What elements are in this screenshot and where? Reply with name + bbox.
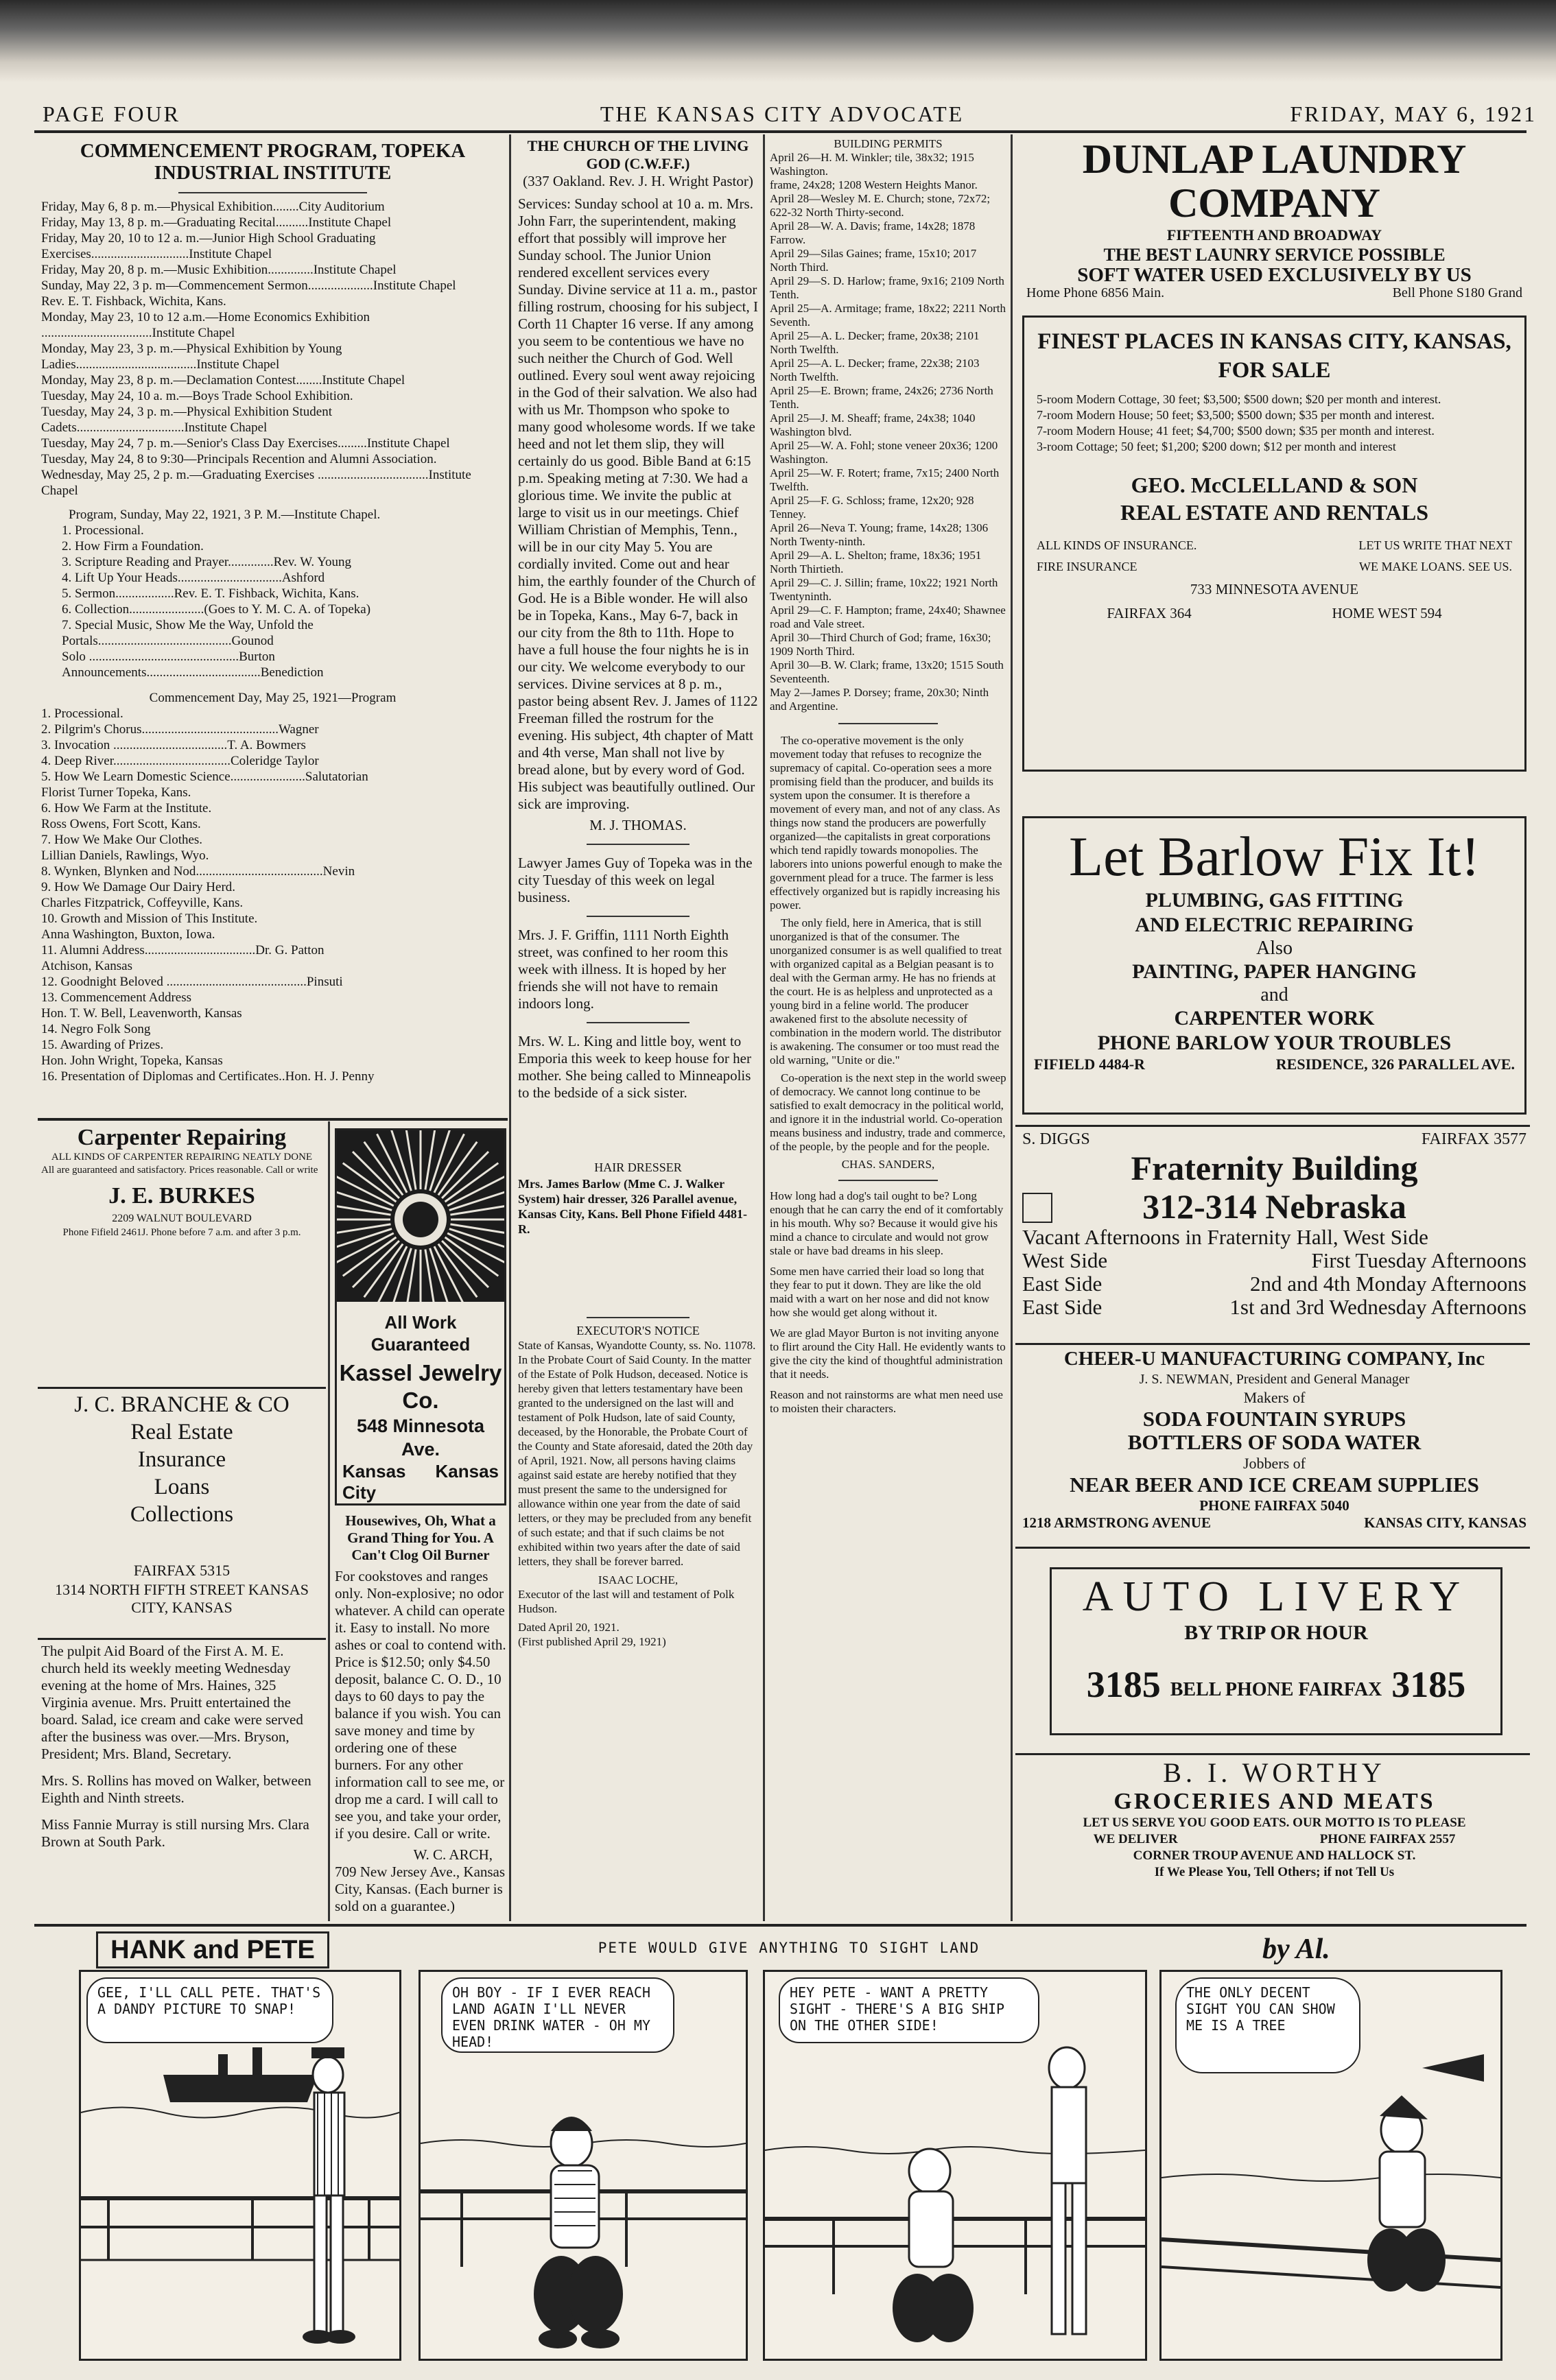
commencement-item: Atchison, Kansas — [41, 959, 132, 973]
kassel-name: Kassel Jewelry Co. — [339, 1360, 502, 1413]
burner-address: 709 New Jersey Ave., Kansas City, Kansas. (Each burner is sold on a guarantee.) — [335, 1864, 506, 1914]
mcclelland-ad — [1022, 316, 1526, 772]
fraternity-address: 312-314 Nebraska — [1142, 1187, 1406, 1226]
panel-2-art — [421, 1972, 746, 2359]
branche-name: J. C. BRANCHE & CO — [74, 1392, 290, 1417]
issue-date: FRIDAY, MAY 6, 1921 — [1290, 102, 1537, 126]
branche-ad — [41, 1391, 322, 1556]
cooperative-paragraph: The only field, here in America, that is still unorganized is that of the consumer. The unorganized consumer is as well qualified to treat with organized capital as a Belgian peasant is to deal with the German army. He has no friends at the court. He is as helpless and unprotected as a young bird in a feline world. The producer awakened first to the absolute necessity of combination in the modern world. The distributor is awakening. The consumer or too must read the old warning, "Unite or die." — [770, 916, 1002, 1067]
barlow-line: PLUMBING, GAS FITTING — [1145, 889, 1404, 912]
property-listing: 7-room Modern House; 50 feet; $3,500; $500 down; $35 per month and interest. — [1037, 408, 1435, 422]
worthy-deliver-right: PHONE FAIRFAX 2557 — [1319, 1832, 1456, 1846]
church-column — [518, 137, 758, 1139]
barlow-line: PHONE BARLOW YOUR TROUBLES — [1097, 1032, 1452, 1054]
panel-4-art — [1162, 1972, 1500, 2359]
cheeru-jobbers: Jobbers of — [1242, 1455, 1306, 1472]
mcclelland-right2: WE MAKE LOANS. SEE US. — [1359, 560, 1512, 573]
comic-header — [41, 1929, 1526, 1970]
worthy-motto: LET US SERVE YOU GOOD EATS. OUR MOTTO IS TO PLEASE — [1083, 1816, 1466, 1830]
livery-number-right: 3185 — [1391, 1664, 1466, 1705]
rollins-note: Mrs. S. Rollins has moved on Walker, between Eighth and Ninth streets. — [41, 1772, 311, 1806]
schedule-item: Tuesday, May 24, 3 p. m.—Physical Exhibition Student Cadets.................................Institute Chapel — [41, 405, 332, 435]
church-signature: M. J. THOMAS. — [589, 817, 687, 833]
comic-byline: by Al. — [1262, 1933, 1330, 1965]
commencement-item: 12. Goodnight Beloved ...........................................Pinsuti — [41, 975, 343, 989]
checkbox-square — [1022, 1193, 1052, 1223]
commencement-item: 6. How We Farm at the Institute. — [41, 801, 212, 816]
cooperative-paragraph: The co-operative movement is the only movement today that refuses to recognize the supremacy of capital. Co-operation sees a more promising field than the producer, and builds its system upon the consumer. It is therefore a movement of every man, and not of any class. As things now stand the producers are powerfully organized—the capitalists in great corporations which tend rapidly towards monopolies. The laborers into unions powerful enough to make the government plead for a truce. The farmer is less effectively organized but is rapidly increasing his power. — [770, 734, 1002, 912]
cheeru-ad — [1022, 1347, 1526, 1543]
mcclelland-right1: LET US WRITE THAT NEXT — [1358, 538, 1512, 552]
cheeru-line3: NEAR BEER AND ICE CREAM SUPPLIES — [1070, 1473, 1479, 1497]
dunlap-phone-right: Bell Phone S180 Grand — [1392, 285, 1522, 300]
carpenter-name: J. E. BURKES — [108, 1183, 255, 1209]
murray-note: Miss Fannie Murray is still nursing Mrs. Clara Brown at South Park. — [41, 1816, 309, 1850]
column-divider — [328, 1121, 330, 1921]
local-news-left — [41, 1643, 322, 1917]
fraternity-top — [1022, 1130, 1526, 1149]
local-note-king: Mrs. W. L. King and little boy, went to Emporia this week to keep house for her mother. She being called to Minneapolis to the bedside of a sick sister. — [518, 1033, 751, 1101]
branche-service: Loans — [154, 1475, 210, 1499]
church-title: THE CHURCH OF THE LIVING GOD (C.W.F.F.) — [527, 137, 749, 172]
fraternity-title: Fraternity Building — [1131, 1149, 1418, 1187]
fraternity-es1-right: 2nd and 4th Monday Afternoons — [1250, 1272, 1526, 1296]
section-rule — [587, 844, 689, 845]
fraternity-ad — [1022, 1130, 1526, 1340]
property-listing: 3-room Cottage; 50 feet; $1,200; $200 down; $12 per month and interest — [1037, 440, 1396, 453]
commencement-item: Hon. T. W. Bell, Leavenworth, Kansas — [41, 1006, 242, 1021]
cheeru-addr-left: 1218 ARMSTRONG AVENUE — [1022, 1514, 1211, 1531]
mayor-note: We are glad Mayor Burton is not inviting anyone to flirt around the City Hall. He evidently wants to give the city the kind of thoughtful administration that it needs. — [770, 1326, 1006, 1381]
permit-entry: frame, 24x28; 1208 Western Heights Manor. — [770, 178, 978, 191]
commencement-item: 11. Alumni Address..................................Dr. G. Patton — [41, 943, 325, 957]
permit-entry: April 28—W. A. Davis; frame, 14x28; 1878 Farrow. — [770, 219, 976, 246]
mcclelland-row1 — [1037, 538, 1512, 553]
hair-title: HAIR DRESSER — [594, 1161, 682, 1174]
fraternity-es2-right: 1st and 3rd Wednesday Afternoons — [1229, 1295, 1526, 1319]
schedule-item: Tuesday, May 24, 7 p. m.—Senior's Class Day Exercises.........Institute Chapel — [41, 436, 450, 451]
local-note-griffin: Mrs. J. F. Griffin, 1111 North Eighth street, was confined to her room this week with illness. It is hoped by her friends she will not have to remain indoors long. — [518, 927, 729, 1012]
permits-list — [770, 151, 1006, 713]
dunlap-name1: DUNLAP LAUNDRY — [1082, 137, 1467, 182]
burner-body: For cookstoves and ranges only. Non-explosive; no odor whatever. A child can operate it. Easy to install. No more ashes or coal to contend with. Price is $12.50; only $4.50 deposit, balance C. O. D., 10 days to 60 days to pay the balance if you wish. You can save money and time by ordering one of these burners. For any other information call to see me, or drop me a card. I will call to see you, and take your order, if you desire. Call or write. — [335, 1568, 506, 1842]
schedule-item: Tuesday, May 24, 8 to 9:30—Principals Recention and Alumni Association. — [41, 452, 437, 466]
property-listing: 5-room Modern Cottage, 30 feet; $3,500; $500 down; $20 per month and interest. — [1037, 392, 1441, 406]
kassel-city-left: Kansas City — [342, 1461, 406, 1503]
section-rule — [587, 916, 689, 917]
barlow-phone-left: FIFIELD 4484-R — [1034, 1056, 1145, 1073]
carpenter-ad — [41, 1125, 322, 1385]
sunburst-illustration — [337, 1130, 504, 1302]
worthy-deliver-left: WE DELIVER — [1093, 1832, 1178, 1846]
cooperative-signature: CHAS. SANDERS, — [841, 1158, 935, 1171]
commencement-schedule — [41, 199, 504, 499]
commencement-day-items — [41, 706, 504, 1084]
mcclelland-name: GEO. McCLELLAND & SON — [1131, 473, 1418, 497]
men-load-note: Some men have carried their load so long that they fear to put it down. They are like the old maid with a wart on her nose and did not know how she would get along without it. — [770, 1265, 990, 1319]
section-rule — [178, 192, 367, 193]
dunlap-slogan2: SOFT WATER USED EXCLUSIVELY BY US — [1077, 264, 1472, 286]
local-note-guy: Lawyer James Guy of Topeka was in the city Tuesday of this week on legal business. — [518, 855, 753, 905]
permit-entry: May 2—James P. Dorsey; frame, 20x30; Ninth and Argentine. — [770, 686, 989, 713]
scan-edge-shadow — [0, 0, 1556, 82]
speech-bubble-4: THE ONLY DECENT SIGHT YOU CAN SHOW ME IS A TREE — [1175, 1977, 1360, 2073]
fraternity-left: S. DIGGS — [1022, 1130, 1090, 1148]
carpenter-line2: All are guaranteed and satisfactory. Prices reasonable. Call or write — [41, 1165, 318, 1176]
schedule-item: Friday, May 20, 8 p. m.—Music Exhibition..............Institute Chapel — [41, 263, 397, 277]
column-divider — [509, 134, 511, 1921]
sunday-program-item: Announcements...................................Benediction — [62, 665, 324, 680]
barlow-ad — [1022, 816, 1526, 1115]
commencement-program — [41, 137, 504, 1111]
church-address: (337 Oakland. Rev. J. H. Wright Pastor) — [523, 173, 753, 189]
property-listing: 7-room Modern House; 41 feet; $4,700; $500 down; $35 per month and interest. — [1037, 424, 1435, 438]
sunday-program-heading: Program, Sunday, May 22, 1921, 3 P. M.—Institute Chapel. — [69, 508, 381, 522]
commencement-day-heading: Commencement Day, May 25, 1921—Program — [149, 691, 397, 705]
fraternity-vacant: Vacant Afternoons in Fraternity Hall, West Side — [1022, 1225, 1428, 1249]
mcclelland-left2: FIRE INSURANCE — [1037, 560, 1137, 573]
commencement-item: 9. How We Damage Our Dairy Herd. — [41, 880, 236, 894]
sunday-program-item: Solo ..............................................Burton — [62, 650, 275, 664]
comic-top-rule — [34, 1924, 1526, 1927]
church-body: Services: Sunday school at 10 a. m. Mrs. John Farr, the superintendent, making effort that possibly will improve her Sunday school. The Junior Union rendered excellent services every Sunday. Divine service at 11 a. m., pastor filling rostrum, choosing for his subject, I Corth 11 Chapter 16 verse. If any among you seem to be contentious we have no such neither the Church of God. Well outlined. Every soul went away rejoicing in the God of their salvation. We also had with us Mr. Thompson who spoke to many good wholesome words. If we take heed and not let them slip, they will certainly do us good. Bible Band at 6:15 p.m. Speaking meting at 7:30. We had a glorious time. We invite the public at large to visit us in our meetings. Chief William Christian of Memphis, Tenn., will be in our city May 5. You are cordially invited. Come out and hear him, the earthly founder of the Church of God. He is a Bible wonder. He will also be in Topeka, Kans., May 6-7, back in our city from the 8th to 11th. Hope to have a full house the four nights he is in our city. We welcome everybody to our services. Divine services at 8 p. m., pastor being absent Rev. J. James of 1122 Freeman filled the rostrum for the evening. His subject, 4th chapter of Matt and 4th verse, Man shall not live by bread alone, but by every word of God. His subject was beautifully outlined. Our sick are improving. — [518, 195, 758, 812]
branche-service: Insurance — [137, 1447, 226, 1472]
comic-panel-2 — [419, 1970, 748, 2361]
kassel-address: 548 Minnesota Ave. — [356, 1416, 485, 1460]
sunday-program-item: 7. Special Music, Show Me the Way, Unfold the Portals.........................................Gounod — [62, 618, 314, 648]
dunlap-slogan1: THE BEST LAUNRY SERVICE POSSIBLE — [1103, 245, 1446, 265]
carpenter-address: 2209 WALNUT BOULEVARD — [112, 1213, 252, 1224]
worthy-name: B. I. WORTHY — [1163, 1757, 1386, 1788]
section-rule — [1015, 1547, 1530, 1549]
panel-3-art — [765, 1972, 1145, 2359]
mcclelland-address: 733 MINNESOTA AVENUE — [1190, 581, 1359, 597]
reason-note: Reason and not rainstorms are what men need use to moisten their characters. — [770, 1388, 1003, 1415]
fraternity-row-west — [1022, 1249, 1526, 1272]
column-divider — [763, 134, 765, 1921]
barlow-line: and — [1260, 984, 1288, 1005]
fraternity-right: FAIRFAX 3577 — [1421, 1130, 1526, 1148]
executor-dated: Dated April 20, 1921. — [518, 1621, 620, 1634]
dog-tail-note: How long had a dog's tail ought to be? Long enough that he can carry the end of it comfortably in his mouth. Why so? Because it would give his mind a chance to circulate and would not grow stale or have bad dreams in his sleep. — [770, 1189, 1004, 1257]
livery-number-left: 3185 — [1086, 1664, 1161, 1705]
sunday-program-item: 5. Sermon..................Rev. E. T. Fishback, Wichita, Kans. — [62, 586, 359, 601]
permit-entry: April 25—F. G. Schloss; frame, 12x20; 928 Tenney. — [770, 494, 974, 521]
mcclelland-title: FINEST PLACES IN KANSAS CITY, KANSAS, FOR SALE — [1037, 329, 1511, 383]
carpenter-title: Carpenter Repairing — [77, 1125, 287, 1150]
worthy-ad — [1022, 1757, 1526, 1920]
section-rule — [587, 1022, 689, 1023]
commencement-item: Lillian Daniels, Rawlings, Wyo. — [41, 848, 209, 863]
comic-title: HANK and PETE — [96, 1931, 329, 1968]
barlow-headline: Let Barlow Fix It! — [1069, 825, 1480, 888]
section-rule — [1015, 1753, 1530, 1755]
speech-bubble-3: HEY PETE - WANT A PRETTY SIGHT - THERE'S A BIG SHIP ON THE OTHER SIDE! — [779, 1977, 1039, 2043]
cooperative-article — [770, 734, 1006, 1154]
sunday-program-items — [41, 523, 504, 680]
burner-title: Housewives, Oh, What a Grand Thing for You. A Can't Clog Oil Burner — [345, 1512, 496, 1563]
livery-phone-row — [1052, 1665, 1500, 1704]
section-rule — [587, 1317, 689, 1318]
oil-burner-ad — [335, 1512, 506, 1920]
permit-entry: April 25—A. L. Decker; frame, 20x38; 2101 North Twelfth. — [770, 329, 980, 356]
fraternity-es2-left: East Side — [1022, 1295, 1103, 1319]
permit-entry: April 25—J. M. Sheaff; frame, 24x38; 1040 Washington blvd. — [770, 412, 976, 438]
column-divider — [1011, 134, 1013, 1921]
commencement-item: 16. Presentation of Diplomas and Certificates..Hon. H. J. Penny — [41, 1069, 375, 1084]
executor-signature: ISAAC LOCHE, — [598, 1573, 679, 1586]
cheeru-address — [1022, 1514, 1526, 1532]
cheeru-addr-right: KANSAS CITY, KANSAS — [1364, 1514, 1526, 1531]
executor-published: (First published April 29, 1921) — [518, 1635, 666, 1648]
kassel-guarantee: All Work Guaranteed — [370, 1312, 471, 1355]
permit-entry: April 25—A. L. Decker; frame, 22x38; 2103 North Twelfth. — [770, 357, 980, 383]
kassel-city — [337, 1461, 504, 1503]
permits-column — [770, 137, 1006, 1920]
fraternity-address-row — [1022, 1187, 1526, 1226]
mcclelland-left1: ALL KINDS OF INSURANCE. — [1037, 538, 1197, 552]
permit-entry: April 29—Silas Gaines; frame, 15x10; 2017 North Third. — [770, 247, 977, 274]
barlow-phones — [1034, 1056, 1515, 1073]
commencement-item: 3. Invocation ...................................T. A. Bowmers — [41, 738, 306, 752]
cooperative-paragraph: Co-operation is the next step in the world sweep of democracy. We cannot long continue to be satisfied to exalt democracy in the political world, and ignore it in the industrial world. Co-operation means business and industry, trade and commerce, of the people, by the people and for the people. — [770, 1071, 1006, 1153]
schedule-item: Monday, May 23, 8 p. m.—Declamation Contest........Institute Chapel — [41, 373, 405, 388]
fraternity-ws-left: West Side — [1022, 1248, 1108, 1272]
schedule-item: Sunday, May 22, 3 p. m—Commencement Sermon....................Institute Chapel — [41, 278, 456, 293]
cheeru-line2: BOTTLERS OF SODA WATER — [1127, 1430, 1422, 1454]
branche-service: Real Estate — [130, 1420, 233, 1444]
schedule-item: Rev. E. T. Fishback, Wichita, Kans. — [41, 294, 226, 309]
fraternity-row-east2 — [1022, 1296, 1526, 1319]
mcclelland-row2 — [1037, 560, 1512, 574]
sunday-program-item: 3. Scripture Reading and Prayer..............Rev. W. Young — [62, 555, 352, 569]
sunday-program-item: 2. How Firm a Foundation. — [62, 539, 204, 554]
fraternity-es1-left: East Side — [1022, 1272, 1103, 1296]
mcclelland-phone-right: HOME WEST 594 — [1332, 605, 1442, 621]
branche-address: 1314 NORTH FIFTH STREET KANSAS CITY, KANSAS — [55, 1581, 309, 1616]
commencement-item: 8. Wynken, Blynken and Nod.......................................Nevin — [41, 864, 355, 879]
hair-dresser-notice — [518, 1159, 758, 1310]
comic-panel-1 — [79, 1970, 401, 2361]
cheeru-phone: PHONE FAIRFAX 5040 — [1199, 1497, 1349, 1514]
section-rule — [838, 723, 938, 724]
section-rule — [38, 1118, 508, 1121]
schedule-item: Friday, May 6, 8 p. m.—Physical Exhibition........City Auditorium — [41, 200, 385, 214]
commencement-title: COMMENCEMENT PROGRAM, TOPEKA INDUSTRIAL INSTITUTE — [80, 140, 466, 184]
permit-entry: April 25—E. Brown; frame, 24x26; 2736 North Tenth. — [770, 384, 993, 411]
barlow-line: CARPENTER WORK — [1174, 1007, 1375, 1030]
speech-bubble-2: OH BOY - IF I EVER REACH LAND AGAIN I'LL NEVER EVEN DRINK WATER - OH MY HEAD! — [441, 1977, 674, 2053]
livery-phone: BELL PHONE FAIRFAX — [1170, 1679, 1382, 1700]
livery-title: AUTO LIVERY — [1082, 1573, 1470, 1620]
branche-phone: FAIRFAX 5315 — [133, 1562, 231, 1579]
kassel-city-right: Kansas — [435, 1461, 499, 1481]
worthy-please: If We Please You, Tell Others; if not Tell Us — [1154, 1865, 1395, 1879]
commencement-item: 4. Deep River....................................Coleridge Taylor — [41, 754, 319, 768]
cheeru-manager: J. S. NEWMAN, President and General Manager — [1139, 1372, 1410, 1387]
masthead-rule — [34, 130, 1526, 133]
executor-role: Executor of the last will and testament of Polk Hudson. — [518, 1588, 735, 1615]
carpenter-phone: Phone Fifield 2461J. Phone before 7 a.m. and after 3 p.m. — [62, 1227, 301, 1238]
commencement-item: Florist Turner Topeka, Kans. — [41, 785, 191, 800]
branche-service: Collections — [130, 1502, 234, 1527]
executor-body: State of Kansas, Wyandotte County, ss. No. 11078. In the Probate Court of Said County. In the matter of the Estate of Polk Hudson, deceased. Notice is hereby given that letters testamentary have been granted to the undersigned on the last will and testament of Polk Hudson, late of said County, deceased, by the Honorable, the Probate Court of the County and State aforesaid, dated the 20th day of April, 1921. Now, all persons having claims against said estate are hereby notified that they must present the same to the undersigned for allowance within one year from the date of said letters, or they may be precluded from any benefit of such estate; and that if such claims be not exhibited within two years after the date of said letters, they shall be forever barred. — [518, 1339, 756, 1568]
schedule-item: Wednesday, May 25, 2 p. m.—Graduating Exercises ..................................Institute Chapel — [41, 468, 471, 498]
executor-notice — [518, 1317, 758, 1920]
permit-entry: April 29—A. L. Shelton; frame, 18x36; 1951 North Thirtieth. — [770, 549, 982, 575]
worthy-corner: CORNER TROUP AVENUE AND HALLOCK ST. — [1133, 1848, 1416, 1863]
fraternity-ws-right: First Tuesday Afternoons — [1311, 1248, 1526, 1272]
barlow-line: Also — [1256, 938, 1293, 959]
section-rule — [38, 1638, 326, 1640]
comic-subtitle: PETE WOULD GIVE ANYTHING TO SIGHT LAND — [598, 1940, 980, 1956]
panel-1-art — [81, 1972, 399, 2359]
dunlap-phones — [1022, 285, 1526, 301]
kassel-ad — [335, 1128, 506, 1506]
cheeru-name: CHEER-U MANUFACTURING COMPANY, Inc — [1063, 1348, 1485, 1370]
permit-entry: April 25—W. A. Fohl; stone veneer 20x36; 1200 Washington. — [770, 439, 998, 466]
schedule-item: Friday, May 13, 8 p. m.—Graduating Recital..........Institute Chapel — [41, 215, 392, 230]
permit-entry: April 29—S. D. Harlow; frame, 9x16; 2109 North Tenth. — [770, 274, 1004, 301]
commencement-item: 7. How We Make Our Clothes. — [41, 833, 203, 847]
mcclelland-phone-left: FAIRFAX 364 — [1107, 605, 1192, 621]
dunlap-phone-left: Home Phone 6856 Main. — [1026, 285, 1165, 300]
speech-bubble-1: GEE, I'LL CALL PETE. THAT'S A DANDY PICTURE TO SNAP! — [86, 1977, 333, 2043]
commencement-item: 1. Processional. — [41, 706, 123, 721]
branche-contact — [41, 1560, 322, 1636]
permit-entry: April 29—C. J. Sillin; frame, 10x22; 1921 North Twentyninth. — [770, 576, 998, 603]
permit-entry: April 30—Third Church of God; frame, 16x30; 1909 North Third. — [770, 631, 991, 658]
cheeru-line1: SODA FOUNTAIN SYRUPS — [1142, 1407, 1406, 1431]
commencement-item: 10. Growth and Mission of This Institute. — [41, 912, 258, 926]
schedule-item: Monday, May 23, 3 p. m.—Physical Exhibition by Young Ladies.....................................Institute Chapel — [41, 342, 342, 372]
commencement-item: 14. Negro Folk Song — [41, 1022, 151, 1036]
schedule-item: Monday, May 23, 10 to 12 a.m.—Home Economics Exhibition ..................................Institute Chapel — [41, 310, 370, 340]
permit-entry: April 28—Wesley M. E. Church; stone, 72x72; 622-32 North Thirty-second. — [770, 192, 991, 219]
permit-entry: April 26—Neva T. Young; frame, 14x28; 1306 North Twenty-ninth. — [770, 521, 989, 548]
permit-entry: April 25—W. F. Rotert; frame, 7x15; 2400 North Twelfth. — [770, 466, 1000, 493]
commencement-item: 15. Awarding of Prizes. — [41, 1038, 164, 1052]
burner-signature: W. C. ARCH, — [413, 1846, 493, 1863]
barlow-line: PAINTING, PAPER HANGING — [1132, 960, 1417, 983]
sunday-program-item: 4. Lift Up Your Heads................................Ashford — [62, 571, 325, 585]
commencement-item: 2. Pilgrim's Chorus..........................................Wagner — [41, 722, 319, 737]
dunlap-ad — [1022, 137, 1526, 309]
executor-title: EXECUTOR'S NOTICE — [576, 1324, 700, 1337]
comic-panel-3 — [763, 1970, 1147, 2361]
worthy-line: GROCERIES AND MEATS — [1113, 1789, 1435, 1814]
section-rule — [1015, 1343, 1530, 1345]
comic-panel-4 — [1159, 1970, 1502, 2361]
newspaper-title: THE KANSAS CITY ADVOCATE — [600, 102, 965, 126]
fraternity-row-east1 — [1022, 1272, 1526, 1296]
permit-entry: April 29—C. F. Hampton; frame, 24x40; Shawnee road and Vale street. — [770, 604, 1006, 630]
section-rule — [838, 1180, 938, 1181]
schedule-item: Friday, May 20, 10 to 12 a. m.—Junior High School Graduating Exercises..............................Institute Chapel — [41, 231, 376, 261]
mcclelland-listings — [1037, 392, 1512, 455]
barlow-phone-right: RESIDENCE, 326 PARALLEL AVE. — [1275, 1056, 1515, 1073]
hair-body: Mrs. James Barlow (Mme C. J. Walker System) hair dresser, 326 Parallel avenue, Kansas City, Kans. Bell Phone Fifield 4481-R. — [518, 1177, 748, 1236]
commencement-item: 5. How We Learn Domestic Science.......................Salutatorian — [41, 770, 368, 784]
commencement-item: Anna Washington, Buxton, Iowa. — [41, 927, 215, 942]
sunday-program-item: 6. Collection.......................(Goes to Y. M. C. A. of Topeka) — [62, 602, 371, 617]
dunlap-address: FIFTEENTH AND BROADWAY — [1166, 226, 1382, 243]
livery-sub: BY TRIP OR HOUR — [1184, 1621, 1368, 1644]
commencement-item: Hon. John Wright, Topeka, Kansas — [41, 1054, 223, 1068]
pulpit-aid-note: The pulpit Aid Board of the First A. M. E. church held its weekly meeting Wednesday evening at the home of Mrs. Haines, 325 Virginia avenue. Mrs. Pruitt entertained the board. Salad, ice cream and cake were served after the business was over.—Mrs. Bryson, President; Mrs. Bland, Secretary. — [41, 1643, 303, 1762]
section-rule — [38, 1387, 326, 1389]
carpenter-line1: ALL KINDS OF CARPENTER REPAIRING NEATLY DONE — [51, 1152, 313, 1163]
dunlap-name2: COMPANY — [1168, 180, 1380, 226]
worthy-deliver — [1022, 1831, 1526, 1848]
permit-entry: April 26—H. M. Winkler; tile, 38x32; 1915 Washington. — [770, 151, 974, 178]
commencement-item: Charles Fitzpatrick, Coffeyville, Kans. — [41, 896, 244, 910]
commencement-item: Ross Owens, Fort Scott, Kans. — [41, 817, 201, 831]
schedule-item: Tuesday, May 24, 10 a. m.—Boys Trade School Exhibition. — [41, 389, 353, 403]
permit-entry: April 25—A. Armitage; frame, 18x22; 2211 North Seventh. — [770, 302, 1006, 329]
page-number: PAGE FOUR — [43, 102, 180, 126]
mcclelland-phones — [1037, 605, 1512, 622]
permit-entry: April 30—B. W. Clark; frame, 13x20; 1515 South Seventeenth. — [770, 658, 1004, 685]
commencement-item: 13. Commencement Address — [41, 990, 191, 1005]
cheeru-makers: Makers of — [1243, 1389, 1306, 1406]
permits-title: BUILDING PERMITS — [834, 137, 943, 150]
sunday-program-item: 1. Processional. — [62, 523, 144, 538]
section-rule — [1015, 1125, 1530, 1127]
mcclelland-sub: REAL ESTATE AND RENTALS — [1120, 500, 1428, 525]
barlow-line: AND ELECTRIC REPAIRING — [1135, 914, 1414, 936]
auto-livery-ad — [1050, 1567, 1502, 1735]
